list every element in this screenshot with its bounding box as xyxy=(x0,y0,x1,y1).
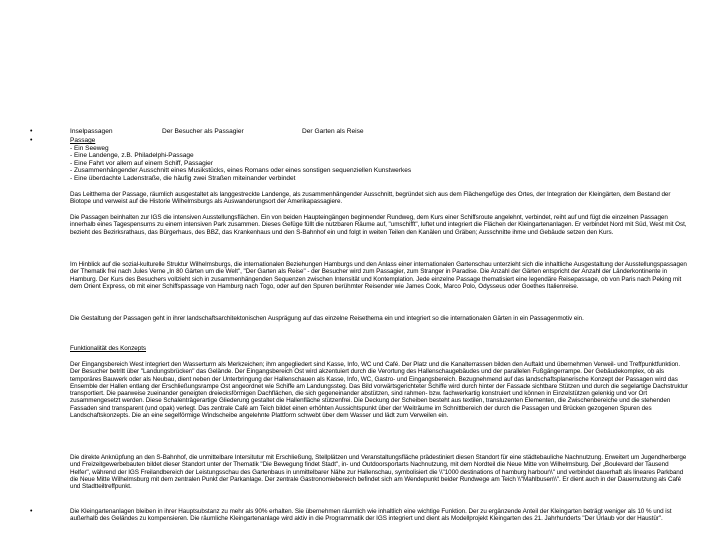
paragraph-text: Die Passagen beinhalten zur IGS die intensiven Ausstellungsflächen. Ein von beiden Haupteingängen beginnender Rundweg, dem Kurs einer Schiffsroute angelehnt, verbindet, reiht auf und fügt die einzelnen Passagen innerhalb eines Tagespensums zu einem intensiven Park zusammen. Dieses Gefüge füllt die nutzbaren Räume auf, "umschifft", luftet und integriert die Flächen der Kleingartenanlagen. Er verbindet Nord mit Süd, West mit Ost, bezieht des Bezirksrathaus, das Bürgerhaus, des BBZ, das Krankenhaus und den S-Bahnhof ein und folgt in weiten Teilen den Kanälen und Gräben; Ausschnitte ihme und Gebäude setzen den Kurs. xyxy=(70,214,687,236)
passage-definition-list xyxy=(70,137,411,182)
passage-item: - Eine überdachte Ladenstraße, die häufig zwei Straßen miteinander verbindet xyxy=(70,174,296,182)
passage-title: Passage xyxy=(70,137,96,144)
bullet-2: • xyxy=(30,137,33,144)
paragraph-text: Die Gestaltung der Passagen geht in ihrer landschaftsarchitektonischen Ausprägung auf das einzelne Reisethema ein und integriert so die internationalen Gärten in ein Passagenmotiv ein. xyxy=(70,315,584,322)
paragraph-ausstellung xyxy=(70,214,688,236)
header-item-besucher: Der Besucher als Passagier xyxy=(162,128,244,135)
paragraph-text: Im Hinblick auf die sozial-kulturelle Struktur Wilhelmsburgs, die internationalen Beziehungen Hamburgs und den Anlass einer internationalen Gartenschau unterzieht sich die inhaltliche Ausgestaltung der Ausstellungspassagen der Thematik frei nach Jules Verne „In 80 Gärten um die Welt", "Der Garten als Reise" - der Besucher wird zum Passagier, zum Stranger in Paradise. Die Anzahl der Gärten entspricht der Anzahl der Länderkontinente in Hamburg. Der Kurs des Besuchers vollzieht sich in zusammenhängenden Sequenzen zwischen Intensität und Kontemplation. Jede einzelne Passage thematisiert eine legendäre Reisepassage, ob von Paris nach Peking mit dem Orient Express, ob mit einer Schiffspassage von Hamburg nach Togo, oder auf den Spuren berühmter Reisender wie James Cook, Marco Polo, Odysseus oder Goethes Italienreise. xyxy=(70,261,687,290)
paragraph-leitthema xyxy=(70,191,688,206)
paragraph-text: Die direkte Anknüpfung an den S-Bahnhof, die unmittelbare Intersitutur mit Erschließung, Stellplätzen und Veranstaltungsfläche prädestiniert diesen Standort für eine städtebauliche Nachnutzung. Erweitert um Jugendherberge und Freizeitgewerbebauten bildet dieser Standort unter der Thematik "Die Bewegung findet Stadt", in- und Outdoorsportarts Nachnutzung, mit dem Nordteil die Neue Mitte von Wilhelmsburg. Der „Boulevard der Tausend Helfer", während der IGS Freilandbereich der Leistungsschau des Gartenbaus in unmittelbarer Nähe zur Hallenschau, symbolisiert die \\"1000 destinations of hamburg harbour\\" und verbindet dauerhaft als lineares Parkband die Neue Mitte Wilhelmsburg mit dem zentralen Punkt der Parkanlage. Der zentrale Gastronomiebereich befindet sich am Wendepunkt beider Rundwege am Teich \\"Mahlbusen\\". Er dient auch in der Dauernutzung als Café und Stadtteiltreffpunkt. xyxy=(70,454,687,491)
paragraph-text: Die Kleingartenanlagen bleiben in ihrer Hauptsubstanz zu mehr als 90% erhalten. Sie übernehmen räumlich wie inhaltlich eine wichtige Funktion. Der zu ergänzende Anteil der Kleingarten beträgt weniger als 10 % und ist außerhalb des Geländes zu kompensieren. Die räumliche Kleingartenanlage wird aktiv in die Programmatik der IGS integriert und dient als Modellprojekt Kleingarten des 21. Jahrhunderts "Der Urlaub vor der Haustür". xyxy=(70,508,672,523)
paragraph-text: Das Leitthema der Passage, räumlich ausgestaltet als langgestreckte Landenge, als zusammenhängender Ausschnitt, begründet sich aus dem Flächengefüge des Ortes, der Integration der Kleingärten, dem Bestand der Biotope und verweist auf die Historie Wilhelmsburgs als Auswanderungsort der Amerikapassagiere. xyxy=(70,191,671,206)
paragraph-reise xyxy=(70,261,688,290)
header-item-inselpassagen: Inselpassagen xyxy=(70,128,113,135)
paragraph-kleingarten xyxy=(70,508,688,523)
paragraph-gestaltung xyxy=(70,315,688,322)
passage-item: - Eine Landenge, z.B. Philadelphi-Passage xyxy=(70,152,194,159)
bullet-3: • xyxy=(30,508,33,515)
section-title-funktionalitaet xyxy=(70,345,688,352)
passage-item: - Ein Seeweg xyxy=(70,144,109,152)
bullet-1: • xyxy=(30,128,33,135)
paragraph-text: Der Eingangsbereich West integriert den Wasserturm als Merkzeichen; ihm angegliedert sind Kasse, Info, WC und Café. Der Platz und die Kanalterrassen bilden den Auftakt und übernehmen Verweil- und Treffpunktfunktion. Der Besucher betritt über "Landungsbrücken" das Gelände. Der Eingangsbereich Ost wird akzentuiert durch die Verortung des Hallenschaugebäudes und der parallelen Fußgängerrampe. Der Gebäudekomplex, ob als temporäres Bauwerk oder als Neubau, dient neben der Unterbringung der Hallenschauen als Kasse, Info, WC, Gastro- und Eingangsbereich. Bezugnehmend auf das landschaftsplanerische Konzept der Passagen wird das Ensemble der Hallen entlang der Erschließungsrampe Ost angeordnet wie Schiffe am Landungssteg. Das Bild vorwärtsgerichteter Schiffe wird durch hinter der Fassade sichtbare Stützen und durch die segelartige Dachstruktur transportiert. Die paarweise zueinander geneigten dreiecksförmigen Dachflächen, die sich gegeneinander abstützen, sind rahmen- bzw. fachwerkartig konstruiert und können in Einzelstützen gelenkig und vor Ort zusammengesetzt werden. Diese Schalenträgerartige Gliederung gestaltet die Hallenfläche stützenfrei. Die Deckung der Scheiben besteht aus textilen, transluzenten Elementen, die Zwischenbereiche und die stehenden Fassaden sind transparent (und opak) verlegt. Das zentrale Café am Teich bildet einen erhöhten Aussichtspunkt über der Weiträume im Schnittbereich der durch die Passagen und Brücken gezogenen Spuren des Landschaftskonzepts. Die an eine segelförmige Windscheibe angelehnte Plattform schwebt über dem Wasser und lädt zum Verweilen ein. xyxy=(70,361,688,420)
header-item-garten: Der Garten als Reise xyxy=(302,128,364,135)
section-title: Funktionalität des Konzepts xyxy=(70,345,147,352)
paragraph-eingangsbereich xyxy=(70,361,688,419)
passage-item: - Eine Fahrt vor allem auf einem Schiff, Passagier xyxy=(70,159,213,167)
paragraph-nachnutzung xyxy=(70,454,688,490)
passage-item: - Zusammenhängender Ausschnitt eines Musikstücks, eines Romans oder eines sonstigen sequenziellen Kunstwerkes xyxy=(70,167,412,174)
